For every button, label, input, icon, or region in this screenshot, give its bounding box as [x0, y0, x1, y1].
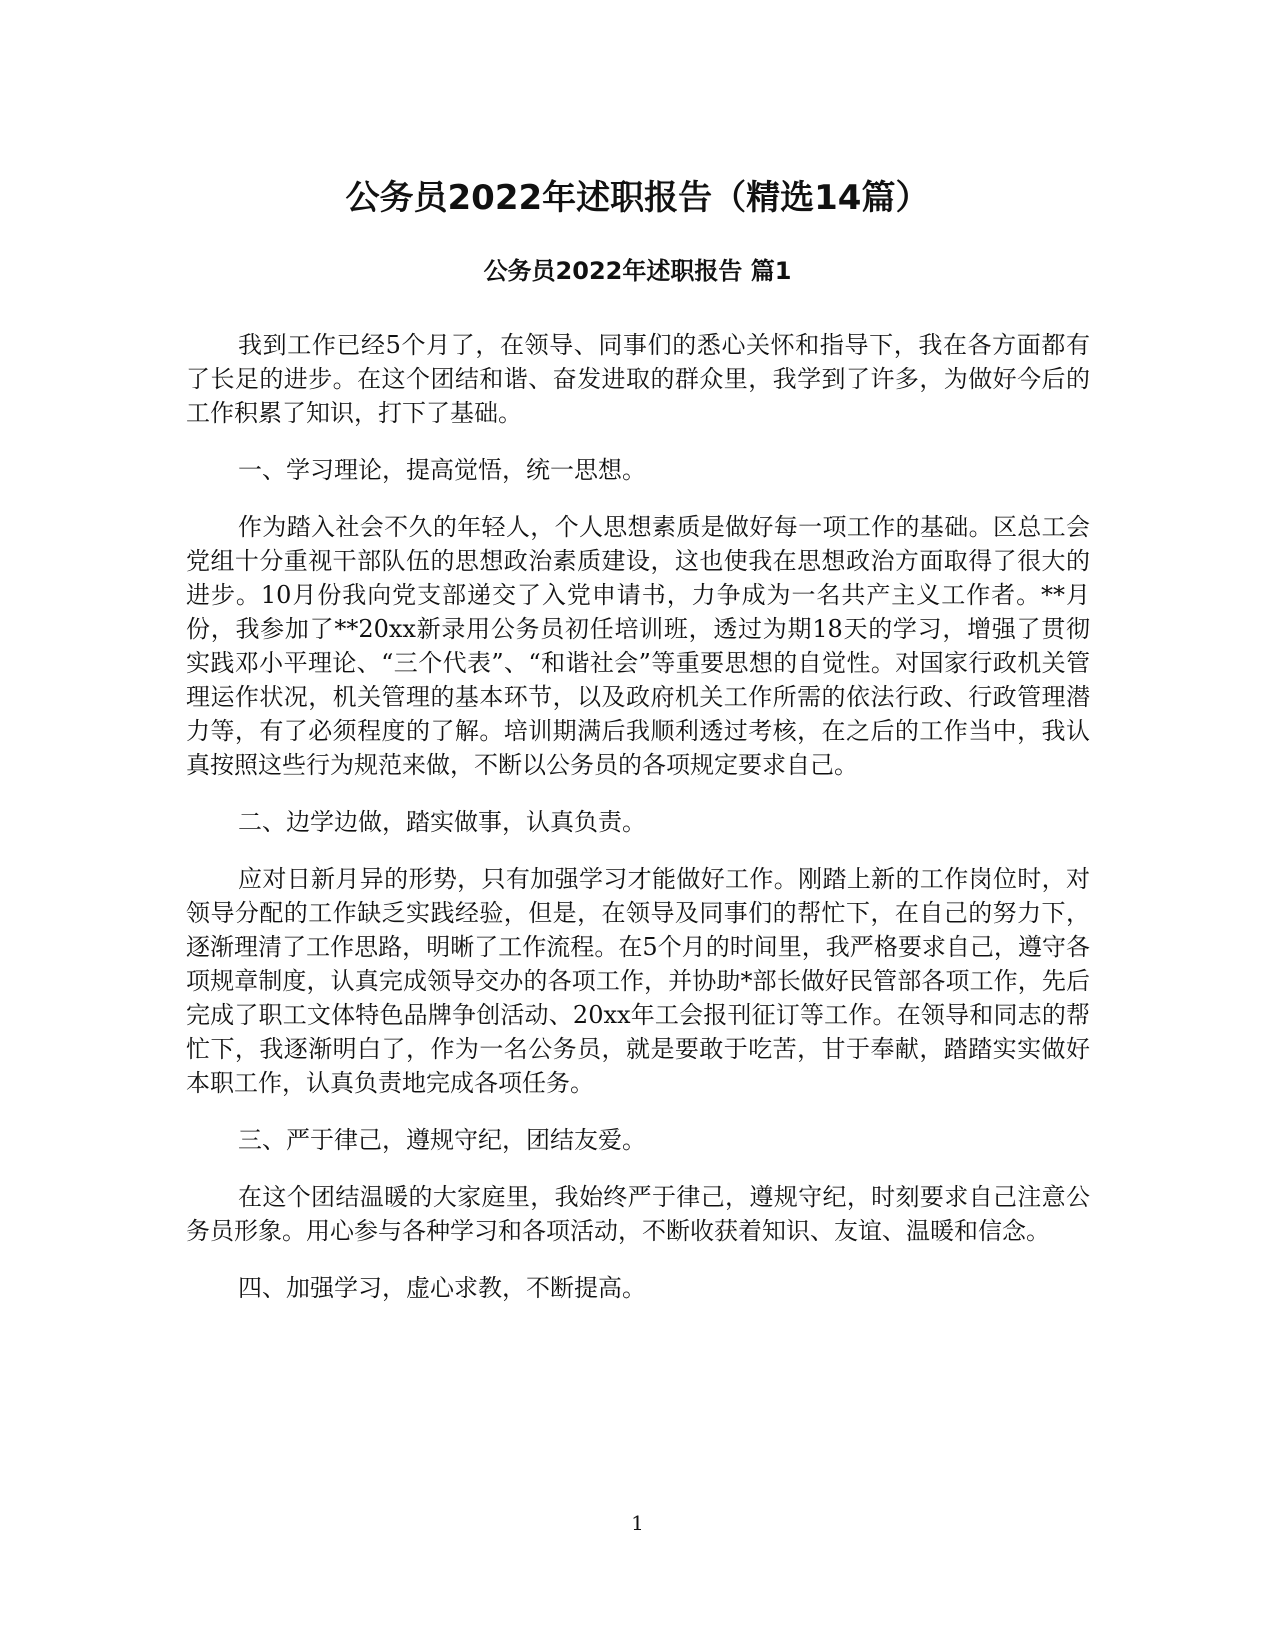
document-title: 公务员2022年述职报告（精选14篇） [345, 178, 930, 218]
section-heading-3: 三、严于律己，遵规守纪，团结友爱。 [238, 1126, 646, 1154]
paragraph-section-3: 在这个团结温暖的大家庭里，我始终严于律己，遵规守纪，时刻要求自己注意公务员形象。用心参与各种学习和各项活动，不断收获着知识、友谊、温暖和信念。 [186, 1183, 1090, 1245]
section-heading-1: 一、学习理论，提高觉悟，统一思想。 [238, 456, 646, 484]
paragraph-section-1: 作为踏入社会不久的年轻人，个人思想素质是做好每一项工作的基础。区总工会党组十分重视干部队伍的思想政治素质建设，这也使我在思想政治方面取得了很大的进步。10月份我向党支部递交了入党申请书，力争成为一名共产主义工作者。**月份，我参加了**20xx新录用公务员初任培训班，透过为期18天的学习，增强了贯彻实践邓小平理论、“三个代表”、“和谐社会”等重要思想的自觉性。对国家行政机关管理运作状况，机关管理的基本环节，以及政府机关工作所需的依法行政、行政管理潜力等，有了必须程度的了解。培训期满后我顺利透过考核，在之后的工作当中，我认真按照这些行为规范来做，不断以公务员的各项规定要求自己。 [186, 513, 1090, 779]
paragraph-section-2: 应对日新月异的形势，只有加强学习才能做好工作。刚踏上新的工作岗位时，对领导分配的工作缺乏实践经验，但是，在领导及同事们的帮忙下，在自己的努力下，逐渐理清了工作思路，明晰了工作流程。在5个月的时间里，我严格要求自己，遵守各项规章制度，认真完成领导交办的各项工作，并协助*部长做好民管部各项工作，先后完成了职工文体特色品牌争创活动、20xx年工会报刊征订等工作。在领导和同志的帮忙下，我逐渐明白了，作为一名公务员，就是要敢于吃苦，甘于奉献，踏踏实实做好本职工作，认真负责地完成各项任务。 [186, 865, 1090, 1097]
section-heading-2: 二、边学边做，踏实做事，认真负责。 [238, 808, 646, 836]
section-title: 公务员2022年述职报告 篇1 [483, 257, 792, 285]
page-number: 1 [631, 1511, 644, 1535]
paragraph-intro: 我到工作已经5个月了，在领导、同事们的悉心关怀和指导下，我在各方面都有了长足的进步。在这个团结和谐、奋发进取的群众里，我学到了许多，为做好今后的工作积累了知识，打下了基础。 [186, 331, 1090, 427]
document-body [186, 328, 1090, 1328]
section-heading-4: 四、加强学习，虚心求教，不断提高。 [238, 1274, 646, 1302]
